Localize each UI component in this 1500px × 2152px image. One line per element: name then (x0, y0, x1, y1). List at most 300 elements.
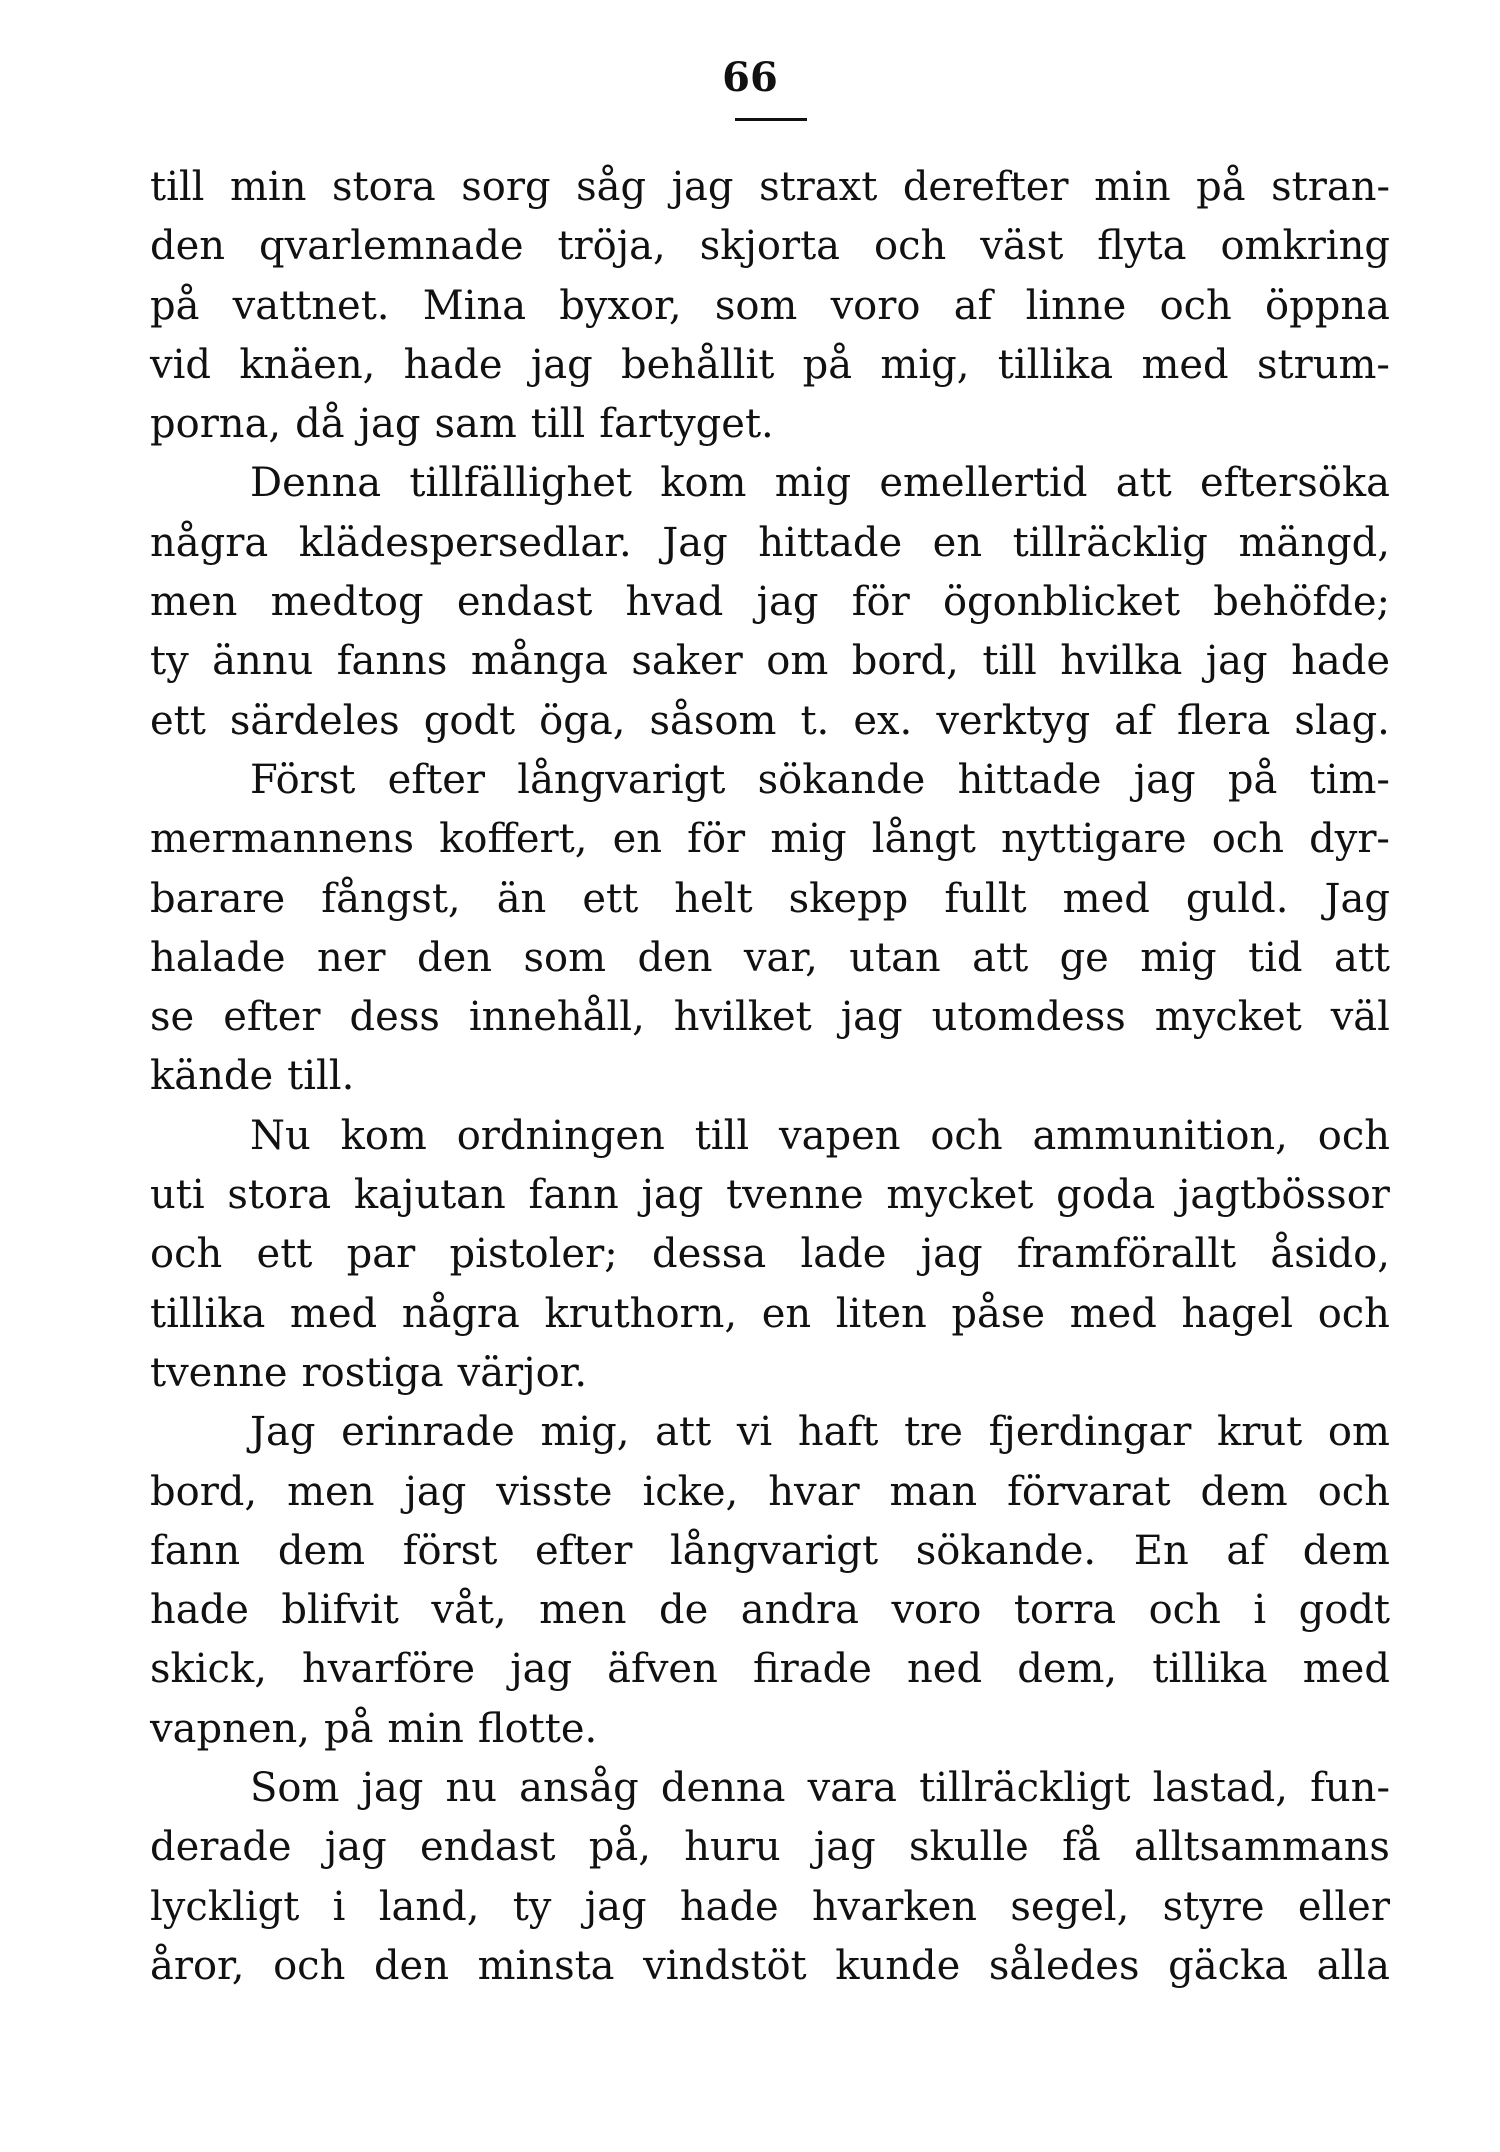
word: väl (1330, 994, 1390, 1041)
word: goda (1056, 1172, 1156, 1219)
word: nu (445, 1765, 498, 1812)
word: jag (920, 1231, 983, 1278)
word: mig (774, 460, 852, 507)
text-line (150, 1403, 1390, 1462)
word: Nu (250, 1112, 311, 1159)
word: den (150, 223, 226, 270)
word: tillika (150, 1290, 266, 1337)
word: lade (800, 1231, 887, 1278)
word: med (1062, 875, 1150, 922)
word: medtog (270, 579, 424, 626)
text-line (150, 1047, 1390, 1106)
word: saker (631, 638, 743, 685)
word: dem (1200, 1468, 1288, 1515)
word: lastad, (1152, 1765, 1288, 1812)
word: jag (671, 164, 734, 210)
word: verktyg (936, 697, 1091, 744)
word: hade (1291, 638, 1390, 685)
word: dess (349, 994, 440, 1041)
word: innehåll, (468, 994, 645, 1041)
word: långvarigt (669, 1527, 879, 1574)
word: stora (332, 164, 436, 210)
word: emellertid (879, 460, 1088, 507)
word: hade (403, 341, 503, 388)
word: flyta (1097, 223, 1187, 270)
word: klädespersedlar. (298, 519, 632, 566)
word: gäcka (1168, 1942, 1289, 1989)
text-line (150, 1937, 1390, 1996)
word: jag (358, 401, 421, 448)
word: långvarigt (517, 756, 726, 803)
word: derade (150, 1824, 292, 1871)
page-number: 66 (722, 54, 778, 101)
word: således (988, 1942, 1140, 1989)
word: torra (1013, 1587, 1117, 1634)
word: hvarföre (302, 1646, 476, 1693)
word: såsom (649, 697, 777, 744)
word: på (1227, 756, 1278, 803)
word: särdeles (229, 697, 400, 744)
word: förvarat (1007, 1468, 1171, 1515)
word: Som (250, 1765, 340, 1812)
word: minsta (477, 1942, 615, 1989)
word: mig, (540, 1409, 630, 1456)
word: åsido, (1270, 1231, 1390, 1278)
text-line (150, 1818, 1390, 1877)
word: på (150, 282, 200, 329)
word: än (496, 875, 547, 922)
word: t. (800, 697, 830, 744)
word: man (889, 1468, 978, 1515)
word: derefter (902, 164, 1069, 210)
text-line (150, 1640, 1390, 1699)
word: halade (150, 934, 286, 981)
word: bord, (150, 1468, 258, 1515)
word: med (289, 1290, 378, 1337)
word: pistoler; (449, 1231, 618, 1278)
word: hvad (625, 579, 724, 626)
word: mig (770, 816, 847, 863)
text-line (150, 1581, 1390, 1640)
word: stran- (1271, 164, 1390, 210)
word: mig (1140, 934, 1217, 981)
text-line (150, 336, 1390, 395)
word: på, (588, 1824, 651, 1871)
text-line (150, 454, 1390, 513)
word: En (1133, 1527, 1189, 1574)
word: liten (835, 1290, 927, 1337)
text-line (150, 1700, 1390, 1759)
word: ordningen (456, 1112, 665, 1159)
word: men (539, 1587, 627, 1634)
text-line (150, 810, 1390, 869)
word: ge (1059, 934, 1109, 981)
word: min (230, 164, 307, 210)
word: af (953, 282, 993, 329)
word: af (1226, 1527, 1266, 1574)
word: sökande (757, 756, 926, 803)
word: jag (361, 1765, 424, 1812)
word: långt (871, 816, 976, 863)
word: nyttigare (1001, 816, 1187, 863)
word: den (416, 934, 493, 981)
word: ty (512, 1883, 552, 1930)
word: efter (223, 994, 321, 1041)
word: fjerdingar (988, 1409, 1192, 1456)
word: skepp (788, 875, 909, 922)
word: en (761, 1290, 812, 1337)
word: dem (1302, 1527, 1390, 1574)
word: land, (378, 1883, 480, 1930)
word: bord, (851, 638, 959, 685)
word: jag (756, 579, 819, 626)
word: tillfällighet (409, 460, 632, 507)
word: dyr- (1309, 816, 1390, 863)
word: till (530, 401, 586, 448)
word: och (930, 1112, 1003, 1159)
word: jag (324, 1824, 387, 1871)
text-line (150, 1344, 1390, 1403)
word: denna (660, 1765, 786, 1812)
word: mermannens (150, 816, 414, 863)
text-line (150, 1225, 1390, 1284)
word: ex. (853, 697, 913, 744)
word: jag (813, 1824, 876, 1871)
word: jag (641, 1172, 704, 1219)
word: barare (150, 875, 286, 922)
word: kom (660, 460, 747, 507)
word: tillika (997, 341, 1114, 388)
word: Mina (422, 282, 527, 329)
word: kruthorn, (544, 1290, 738, 1337)
word: flera (1177, 697, 1271, 744)
word: rostiga (301, 1349, 444, 1396)
word: påse (951, 1290, 1046, 1337)
word: äfven (607, 1646, 718, 1693)
word: i (1253, 1587, 1267, 1634)
word: mycket (886, 1172, 1034, 1219)
word: som (714, 282, 798, 329)
word: alla (1316, 1942, 1390, 1989)
text-line (150, 751, 1390, 810)
word: hvar (768, 1468, 860, 1515)
word: kajutan (353, 1172, 506, 1219)
word: linne (1025, 282, 1127, 329)
word: och (1317, 1112, 1390, 1159)
word: ännu (212, 638, 314, 685)
word: skjorta (699, 223, 840, 270)
word: om (766, 638, 829, 685)
word: se (150, 994, 195, 1041)
word: flotte. (477, 1705, 598, 1752)
word: och (1159, 282, 1232, 329)
word: några (150, 519, 269, 566)
text-line (150, 514, 1390, 573)
word: blifvit (281, 1587, 399, 1634)
word: mig, (880, 341, 970, 388)
word: ett (582, 875, 639, 922)
word: fullt (944, 875, 1027, 922)
word: eftersöka (1199, 460, 1390, 507)
word: med (1141, 341, 1229, 388)
word: alltsammans (1134, 1824, 1390, 1871)
word: utan (849, 934, 941, 981)
word: helt (674, 875, 753, 922)
word: tid (1248, 934, 1303, 981)
text-line (150, 929, 1390, 988)
word: fångst, (321, 875, 461, 922)
word: styre (1162, 1883, 1265, 1930)
word: ty (150, 638, 189, 685)
word: haft (797, 1409, 879, 1456)
word: krut (1217, 1409, 1303, 1456)
word: för (687, 816, 746, 863)
word: segel, (1010, 1883, 1130, 1930)
word: att (655, 1409, 712, 1456)
word: våt, (431, 1587, 507, 1634)
word: fanns (336, 638, 448, 685)
text-line (150, 632, 1390, 691)
word: ett (150, 697, 206, 744)
word: fartyget. (599, 401, 774, 448)
word: efter (387, 756, 485, 803)
word: sam (434, 401, 517, 448)
word: hittade (758, 519, 903, 566)
text-line (150, 1463, 1390, 1522)
word: om (1327, 1409, 1390, 1456)
word: en (612, 816, 663, 863)
word: omkring (1220, 223, 1390, 270)
word: framförallt (1016, 1231, 1237, 1278)
word: fann (150, 1527, 241, 1574)
word: dessa (652, 1231, 767, 1278)
word: på (1196, 164, 1246, 210)
word: stora (227, 1172, 332, 1219)
text-line (150, 1166, 1390, 1225)
word: jag (530, 341, 593, 388)
word: Jag (1324, 875, 1390, 922)
word: hade (679, 1883, 779, 1930)
word: strum- (1256, 341, 1390, 388)
word: först (402, 1527, 498, 1574)
word: min (1094, 164, 1171, 210)
word: många (470, 638, 608, 685)
word: till (694, 1112, 750, 1159)
word: att (1115, 460, 1172, 507)
word: min (387, 1705, 464, 1752)
word: visste (496, 1468, 613, 1515)
word: tvenne (150, 1349, 288, 1396)
word: Jag (250, 1409, 316, 1456)
word: lyckligt (150, 1883, 300, 1930)
word: vattnet. (232, 282, 390, 329)
word: till (150, 164, 205, 210)
word: eller (1297, 1883, 1390, 1930)
word: ned (907, 1646, 983, 1693)
word: vi (736, 1409, 773, 1456)
word: jag (404, 1468, 467, 1515)
word: ett (256, 1231, 313, 1278)
word: porna, (150, 401, 282, 448)
word: efter (534, 1527, 633, 1574)
word: sökande. (915, 1527, 1097, 1574)
word: voro (891, 1587, 982, 1634)
word: jag (1133, 756, 1196, 803)
word: byxor, (559, 282, 682, 329)
word: på (802, 341, 853, 388)
word: uti (150, 1172, 205, 1219)
word: ansåg (519, 1765, 639, 1812)
word: ögonblicket (942, 579, 1181, 626)
word: sorg (461, 164, 551, 210)
text-line (150, 217, 1390, 276)
word: hade (150, 1587, 249, 1634)
word: jag (584, 1883, 647, 1930)
word: kom (340, 1112, 427, 1159)
word: den (373, 1942, 449, 1989)
word: tim- (1309, 756, 1390, 803)
word: godt (1298, 1587, 1390, 1634)
word: dem (277, 1527, 366, 1574)
word: hittade (957, 756, 1102, 803)
word: att (972, 934, 1029, 981)
word: en (932, 519, 983, 566)
word: skick, (150, 1646, 267, 1693)
word: tre (904, 1409, 963, 1456)
word: erinrade (341, 1409, 515, 1456)
word: som (523, 934, 606, 981)
word: vid (150, 341, 211, 388)
word: ner (316, 934, 386, 981)
word: mycket (1154, 994, 1302, 1041)
text-line (150, 1522, 1390, 1581)
body-text (150, 158, 1390, 1996)
word: och (1211, 816, 1284, 863)
word: den (637, 934, 713, 981)
word: jag (510, 1646, 573, 1693)
word: och (150, 1231, 223, 1278)
word: koffert, (439, 816, 588, 863)
word: tillräcklig (1012, 519, 1208, 566)
word: behöfde; (1213, 579, 1390, 626)
word: och (1317, 1468, 1390, 1515)
word: och (873, 223, 947, 270)
word: för (851, 579, 910, 626)
word: Denna (250, 460, 382, 507)
word: och (1317, 1290, 1390, 1337)
word: med (1302, 1646, 1390, 1693)
word: knäen, (239, 341, 376, 388)
word: kände (150, 1053, 274, 1100)
word: endast (456, 579, 593, 626)
word: några (401, 1290, 520, 1337)
word: och (273, 1942, 346, 1989)
word: jag (840, 994, 903, 1041)
word: af (1114, 697, 1153, 744)
word: endast (419, 1824, 556, 1871)
text-line (150, 573, 1390, 632)
word: de (658, 1587, 709, 1634)
word: skulle (909, 1824, 1029, 1871)
text-line (150, 1878, 1390, 1937)
word: dem, (1017, 1646, 1118, 1693)
word: mängd, (1238, 519, 1390, 566)
word: Jag (662, 519, 728, 566)
word: godt (423, 697, 516, 744)
word: straxt (759, 164, 878, 210)
text-line (150, 395, 1390, 454)
word: tillika (1152, 1646, 1268, 1693)
word: voro (830, 282, 921, 329)
word: tvenne (726, 1172, 864, 1219)
word: par (346, 1231, 416, 1278)
word: jagtbössor (1178, 1172, 1390, 1219)
word: guld. (1185, 875, 1289, 922)
text-line (150, 277, 1390, 336)
word: huru (684, 1824, 781, 1871)
word: i (332, 1883, 346, 1930)
word: hvarken (812, 1883, 978, 1930)
word: då (295, 401, 345, 448)
word: tröja, (557, 223, 666, 270)
word: Först (250, 756, 356, 803)
word: hvilket (673, 994, 812, 1041)
word: få (1062, 1824, 1101, 1871)
word: andra (740, 1587, 859, 1634)
word: värjor. (457, 1349, 588, 1396)
text-line (150, 870, 1390, 929)
word: icke, (642, 1468, 739, 1515)
text-line (150, 158, 1390, 217)
word: utomdess (931, 994, 1126, 1041)
text-line (150, 692, 1390, 751)
word: men (287, 1468, 375, 1515)
word: vara (807, 1765, 898, 1812)
text-line (150, 988, 1390, 1047)
word: med (1069, 1290, 1157, 1337)
word: på (323, 1705, 374, 1752)
word: att (1333, 934, 1390, 981)
word: vapen (779, 1112, 901, 1159)
word: såg (576, 164, 647, 210)
word: kunde (835, 1942, 961, 1989)
word: jag (1205, 638, 1268, 685)
word: hagel (1181, 1290, 1294, 1337)
word: men (150, 579, 238, 626)
word: slag. (1294, 697, 1390, 744)
word: och (1148, 1587, 1221, 1634)
word: qvarlemnade (259, 223, 524, 270)
page-number-rule (735, 118, 807, 121)
word: öga, (539, 697, 626, 744)
text-line (150, 1759, 1390, 1818)
word: åror, (150, 1942, 245, 1989)
word: ammunition, (1032, 1112, 1288, 1159)
word: var, (743, 934, 818, 981)
word: behållit (621, 341, 775, 388)
word: vapnen, (150, 1705, 310, 1752)
word: fun- (1310, 1765, 1390, 1812)
word: väst (980, 223, 1064, 270)
word: hvilka (1060, 638, 1183, 685)
word: till. (287, 1053, 355, 1100)
text-line (150, 1285, 1390, 1344)
text-line (150, 1107, 1390, 1166)
word: öppna (1265, 282, 1390, 329)
word: fann (528, 1172, 619, 1219)
word: firade (752, 1646, 872, 1693)
word: vindstöt (643, 1942, 807, 1989)
